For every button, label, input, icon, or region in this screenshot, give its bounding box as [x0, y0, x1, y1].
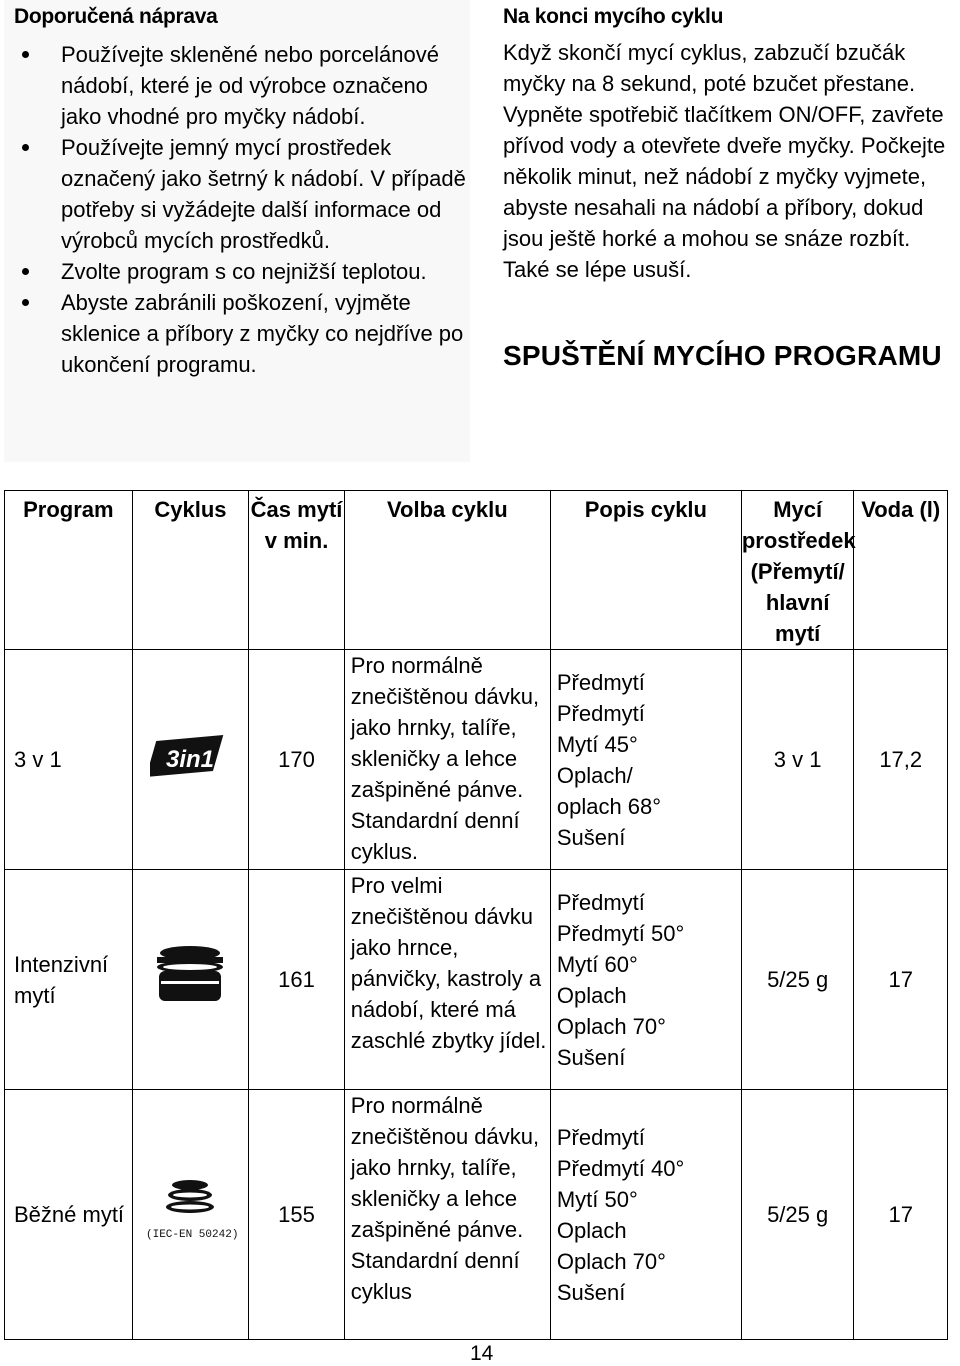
recommendations-list [4, 39, 470, 380]
svg-text:3in1: 3in1 [166, 745, 215, 773]
3in1-icon [150, 731, 230, 781]
detergent: 5/25 g [741, 870, 854, 1090]
end-of-cycle-text: Když skončí mycí cyklus, zabzučí bzučák myčky na 8 sekund, poté bzučet přestane. Vypněte spotřebič tlačítkem ON/OFF, zavřete přívod vody a otevřete dveře myčky. Počkejte několik minut, než nádobí z myčky vyjmete, abyste nesahali na nádobí a příbory, dokud jsou ještě horké a mohou se snáze rozbít. Také se lépe usuší. [503, 40, 946, 282]
program-table [4, 490, 948, 1340]
table-row [5, 870, 948, 1090]
bullet-icon [22, 144, 29, 151]
cycle-steps: Předmytí Předmytí 50° Mytí 60° Oplach Oplach 70° Sušení [550, 870, 741, 1090]
bullet-icon [22, 268, 29, 275]
header-water: Voda (l) [854, 491, 948, 650]
table-row [5, 650, 948, 870]
detergent: 5/25 g [741, 1090, 854, 1340]
recommendations-box [4, 0, 470, 462]
end-of-cycle-title: Na konci mycího cyklu [503, 5, 724, 28]
water-amount: 17 [854, 1090, 948, 1340]
list-item: Zvolte program s co nejnižší teplotou. [4, 256, 470, 287]
cycle-steps: Předmytí Předmytí Mytí 45° Oplach/ oplach 68° Sušení [550, 650, 741, 870]
pot-icon [153, 943, 227, 1009]
bullet-icon [22, 51, 29, 58]
list-item: Používejte skleněné nebo porcelánové nádobí, které je od výrobce označeno jako vhodné pro myčky nádobí. [4, 39, 470, 132]
header-cycle: Cyklus [132, 491, 249, 650]
program-name: 3 v 1 [5, 650, 133, 870]
cycle-choice: Pro normálně znečištěnou dávku, jako hrnky, talíře, skleničky a lehce zašpiněné pánve. Standardní denní cyklus. [344, 650, 550, 870]
table-row [5, 1090, 948, 1340]
water-amount: 17 [854, 870, 948, 1090]
stacked-plates-icon [142, 1175, 238, 1247]
table-header-row [5, 491, 948, 650]
header-program: Program [5, 491, 133, 650]
detergent: 3 v 1 [741, 650, 854, 870]
cycle-choice: Pro normálně znečištěnou dávku, jako hrnky, talíře, skleničky a lehce zašpiněné pánve. Standardní denní cyklus [344, 1090, 550, 1340]
cycle-icon-cell [132, 870, 249, 1090]
list-item: Používejte jemný mycí prostředek označený jako šetrný k nádobí. V případě potřeby si vyžádejte další informace od výrobců mycích prostředků. [4, 132, 470, 256]
header-detergent: Mycí prostředek (Přemytí/ hlavní mytí [741, 491, 854, 650]
list-item: Abyste zabránili poškození, vyjměte sklenice a příbory z myčky co nejdříve po ukončení programu. [4, 287, 470, 380]
page-number: 14 [470, 1342, 494, 1365]
recommendations-title: Doporučená náprava [14, 5, 218, 28]
header-time: Čas mytí v min. [249, 491, 345, 650]
program-name: Běžné mytí [5, 1090, 133, 1340]
cycle-choice: Pro velmi znečištěnou dávku jako hrnce, pánvičky, kastroly a nádobí, které má zaschlé zbytky jídel. [344, 870, 550, 1090]
section-title: SPUŠTĚNÍ MYCÍHO PROGRAMU [503, 340, 942, 371]
cycle-icon-cell [132, 1090, 249, 1340]
wash-time: 170 [249, 650, 345, 870]
cycle-icon-cell [132, 650, 249, 870]
svg-text:(IEC-EN 50242): (IEC-EN 50242) [146, 1228, 239, 1241]
header-choice: Volba cyklu [344, 491, 550, 650]
cycle-steps: Předmytí Předmytí 40° Mytí 50° Oplach Oplach 70° Sušení [550, 1090, 741, 1340]
water-amount: 17,2 [854, 650, 948, 870]
program-name: Intenzivní mytí [5, 870, 133, 1090]
bullet-icon [22, 299, 29, 306]
wash-time: 161 [249, 870, 345, 1090]
header-steps: Popis cyklu [550, 491, 741, 650]
wash-time: 155 [249, 1090, 345, 1340]
